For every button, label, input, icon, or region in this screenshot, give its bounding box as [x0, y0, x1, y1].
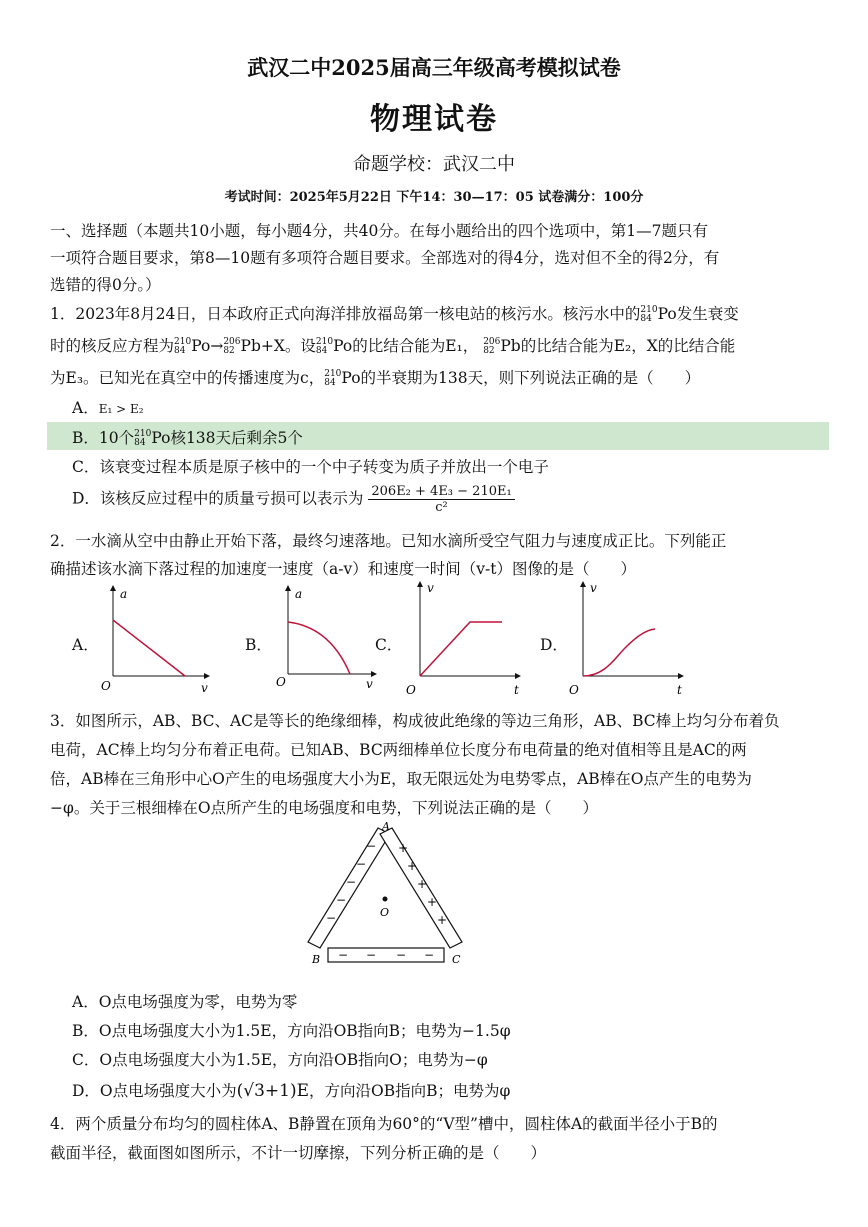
- q1-option-c[interactable]: C．该衰变过程本质是原子核中的一个中子转变为质子并放出一个电子: [72, 458, 549, 476]
- q4-line1: 4．两个质量分布均匀的圆柱体A、B静置在顶角为60°的“V型”槽中，圆柱体A的截面半径小于B的: [50, 1115, 718, 1133]
- graph-c: [402, 578, 527, 698]
- q1-line3: 为E₃。已知光在真空中的传播速度为c， 210 84 Po的半衰期为138天，则下列说法正确的是（ ）: [50, 369, 701, 388]
- q1-line1: 1．2023年8月24日，日本政府正式向海洋排放福岛第一核电站的核污水。核污水中的 210 84 Po发生衰变: [50, 305, 739, 324]
- graph-d: [565, 578, 690, 698]
- svg-text:−: −: [366, 948, 377, 962]
- triangle-rods-diagram: [300, 820, 480, 970]
- q1-option-b[interactable]: B．10个 210 84 Po核138天后剩余5个: [72, 429, 303, 448]
- q3-line3: 倍，AB棒在三角形中心O产生的电场强度大小为E，取无限远处为电势零点，AB棒在O点产生的电势为: [50, 770, 752, 788]
- q1-option-a[interactable]: A．E₁ > E₂: [72, 399, 144, 417]
- subject-title: 物理试卷: [370, 102, 498, 137]
- axis-label-t: t: [677, 683, 682, 697]
- svg-text:−: −: [366, 839, 377, 853]
- exam-info: 考试时间：2025年5月22日 下午14：30—17：05 试卷满分：100分: [224, 190, 644, 205]
- axis-label-v: v: [201, 681, 208, 695]
- svg-text:−: −: [326, 911, 337, 925]
- section1-line3: 选错的得0分。）: [50, 276, 161, 294]
- v-t-line: [420, 622, 502, 676]
- q3-option-a[interactable]: A．O点电场强度为零，电势为零: [72, 993, 298, 1011]
- graph-a: [95, 582, 220, 697]
- ab-charges: [326, 839, 376, 925]
- svg-text:−: −: [396, 948, 407, 962]
- section1-line1: 一、选择题（本题共10小题，每小题4分，共40分。在每小题给出的四个选项中，第1—7题只有: [50, 222, 709, 240]
- axis-label-a: a: [295, 587, 303, 601]
- axis-label-v: v: [427, 581, 434, 595]
- ac-charges: [398, 841, 447, 927]
- label-a: A: [382, 820, 390, 833]
- q3-option-c[interactable]: C．O点电场强度大小为1.5E，方向沿OB指向O；电势为−φ: [72, 1051, 488, 1069]
- origin-label: O: [406, 683, 416, 697]
- origin-label: O: [276, 675, 286, 689]
- a-v-line: [113, 620, 185, 676]
- label-b: B: [312, 953, 321, 966]
- origin-label: O: [569, 683, 579, 697]
- graph-b: [270, 582, 380, 694]
- q1-option-d[interactable]: D．该核反应过程中的质量亏损可以表示为 $\frac{\text{206E₂ + 4E₃ − 210E₁}}{\text{c²}}$: [72, 484, 515, 515]
- origin-label: O: [101, 679, 111, 693]
- svg-text:−: −: [338, 948, 349, 962]
- axis-label-v: v: [590, 581, 597, 595]
- q2-option-c[interactable]: C．: [375, 636, 403, 654]
- svg-text:−: −: [336, 893, 347, 907]
- q3-line2: 电荷，AC棒上均匀分布着正电荷。已知AB、BC两细棒单位长度分布电荷量的绝对值相等且是AC的两: [50, 741, 747, 759]
- svg-text:−: −: [356, 857, 367, 871]
- q2-option-a[interactable]: A．: [72, 636, 99, 654]
- svg-text:−: −: [346, 875, 357, 889]
- v-t-curve: [583, 629, 655, 676]
- axis-label-t: t: [514, 683, 519, 697]
- svg-text:+: +: [407, 859, 418, 873]
- q2-option-b[interactable]: B．: [245, 636, 272, 654]
- mass-defect-fraction: $\frac{\text{206E₂ + 4E₃ − 210E₁}}{\text{c²}}$: [368, 484, 514, 515]
- label-c: C: [452, 953, 461, 966]
- q2-line2: 确描述该水滴下落过程的加速度一速度（a-v）和速度一时间（v-t）图像的是（ ）: [50, 560, 636, 578]
- q3-option-d[interactable]: D．O点电场强度大小为(√3+1)E，方向沿OB指向B；电势为φ: [72, 1081, 511, 1101]
- svg-text:+: +: [437, 913, 448, 927]
- axis-label-a: a: [120, 587, 128, 601]
- q3-line1: 3．如图所示，AB、BC、AC是等长的绝缘细棒，构成彼此绝缘的等边三角形，AB、BC棒上均匀分布着负: [50, 712, 780, 730]
- label-o: O: [380, 906, 390, 919]
- svg-text:−: −: [424, 948, 435, 962]
- svg-text:+: +: [427, 895, 438, 909]
- q1-line2: 时的核反应方程为 210 84 Po→ 206 82 Pb+X。设 210 84 Po的比结合能为E₁， 206 82 Pb的比结合能为E₂，X的比结合能: [50, 337, 736, 356]
- q4-line2: 截面半径，截面图如图所示，不计一切摩擦，下列分析正确的是（ ）: [50, 1144, 547, 1162]
- svg-text:+: +: [417, 877, 428, 891]
- section1-line2: 一项符合题目要求，第8—10题有多项符合题目要求。全部选对的得4分，选对但不全的得2分，有: [50, 249, 720, 267]
- q2-option-d[interactable]: D．: [540, 636, 568, 654]
- a-v-curve: [288, 622, 350, 674]
- center-point-o: [383, 897, 388, 902]
- q3-option-b[interactable]: B．O点电场强度大小为1.5E，方向沿OB指向B；电势为−1.5φ: [72, 1022, 511, 1040]
- q3-line4: −φ。关于三根细棒在O点所产生的电场强度和电势，下列说法正确的是（ ）: [50, 799, 599, 817]
- setter-line: 命题学校：武汉二中: [353, 154, 515, 175]
- school-title: 武汉二中2025届高三年级高考模拟试卷: [247, 55, 621, 80]
- axis-label-v: v: [366, 677, 373, 691]
- svg-text:+: +: [398, 841, 409, 855]
- q2-line1: 2．一水滴从空中由静止开始下落，最终匀速落地。已知水滴所受空气阻力与速度成正比。下列能正: [50, 532, 727, 550]
